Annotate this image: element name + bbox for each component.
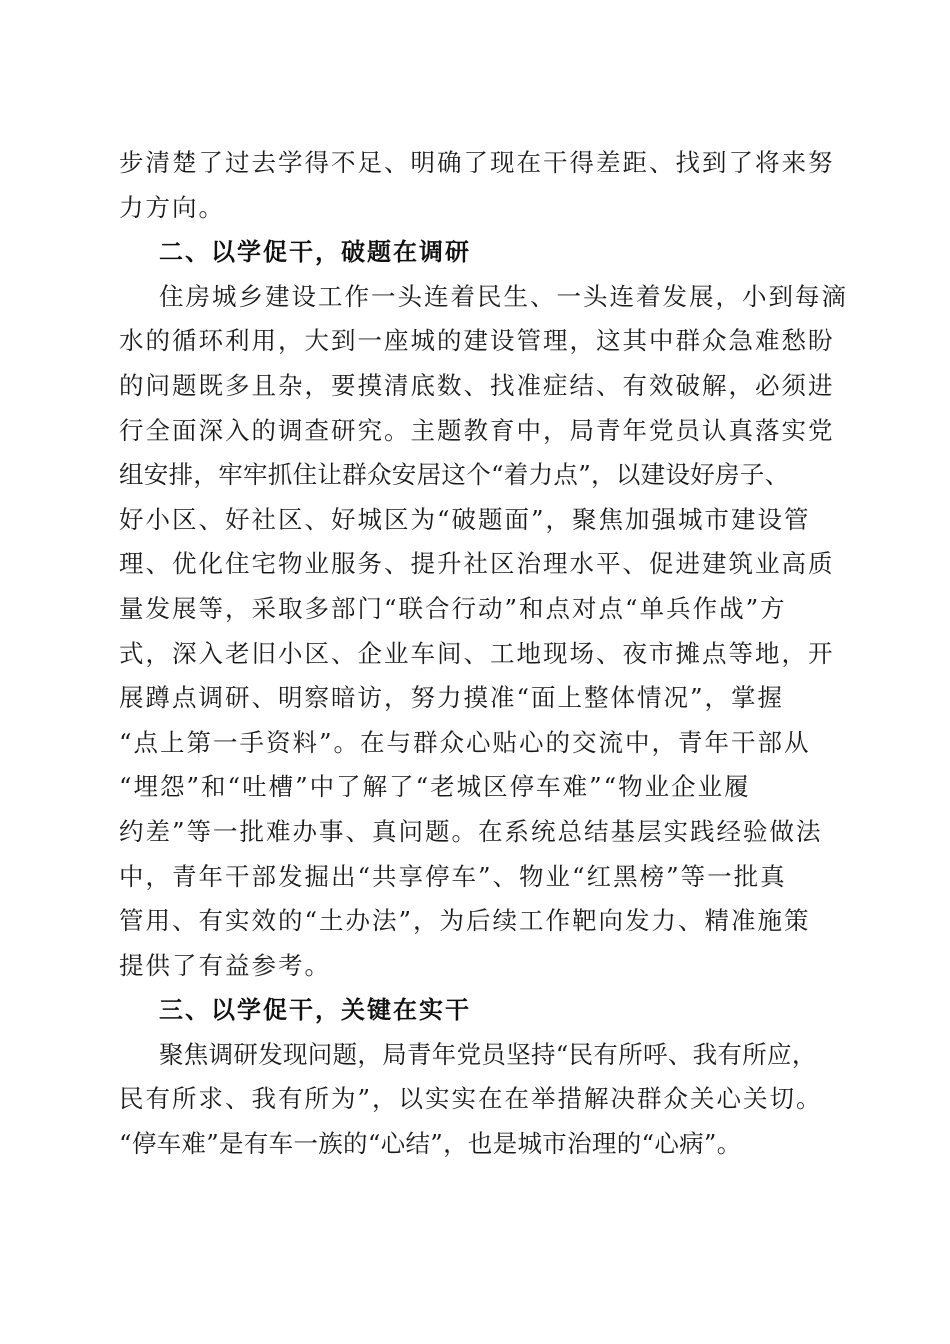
- text-line: 步清楚了过去学得不足、明确了现在干得差距、找到了将来努: [119, 148, 835, 177]
- text-line: 组安排，牢牢抓住让群众安居这个“着力点”，以建设好房子、: [119, 460, 790, 490]
- paragraph-continued: [119, 141, 835, 230]
- text-line: 理、优化住宅物业服务、提升社区治理水平、促进建筑业高质: [119, 549, 835, 579]
- text-line: 约差”等一批难办事、真问题。在系统总结基层实践经验做法: [119, 816, 823, 846]
- text-line: “埋怨”和“吐槽”中了解了“老城区停车难”“物业企业履: [119, 772, 751, 802]
- text-line: 行全面深入的调查研究。主题教育中，局青年党员认真落实党: [119, 415, 835, 445]
- text-line: 量发展等，采取多部门“联合行动”和点对点“单兵作战”方: [119, 593, 787, 623]
- text-line: 中，青年干部发掘出“共享停车”、物业“红黑榜”等一批真: [119, 861, 787, 891]
- text-line: “点上第一手资料”。在与群众心贴心的交流中，青年干部从: [119, 727, 811, 757]
- text-line: 展蹲点调研、明察暗访，努力摸准“面上整体情况”，掌握: [119, 683, 785, 713]
- text-line: 力方向。: [119, 192, 225, 222]
- text-line: 民有所求、我有所为”，以实实在在举措解决群众关心关切。: [119, 1084, 823, 1114]
- text-line: “停车难”是有车一族的“心结”，也是城市治理的“心病”。: [119, 1129, 742, 1159]
- text-line: 提供了有益参考。: [119, 950, 331, 980]
- text-line: 的问题既多且杂，要摸清底数、找准症结、有效破解，必须进: [119, 370, 835, 400]
- section-2-heading: 二、以学促干，破题在调研: [159, 238, 471, 267]
- section-2-paragraph: [119, 275, 848, 989]
- section-3-heading: 三、以学促干，关键在实干: [159, 996, 471, 1025]
- text-line: 式，深入老旧小区、企业车间、工地现场、夜市摊点等地，开: [119, 638, 835, 668]
- text-line: 好小区、好社区、好城区为“破题面”，聚焦加强城市建设管: [119, 504, 811, 534]
- document-body: [119, 141, 848, 1167]
- text-line: 管用、有实效的“土办法”，为后续工作靶向发力、精准施策: [119, 906, 811, 936]
- text-line: 水的循环利用，大到一座城的建设管理，这其中群众急难愁盼: [119, 326, 835, 356]
- text-line: 住房城乡建设工作一头连着民生、一头连着发展，小到每滴: [159, 281, 848, 311]
- text-line: 聚焦调研发现问题，局青年党员坚持“民有所呼、我有所应，: [159, 1039, 817, 1069]
- section-3-paragraph: [119, 1033, 835, 1167]
